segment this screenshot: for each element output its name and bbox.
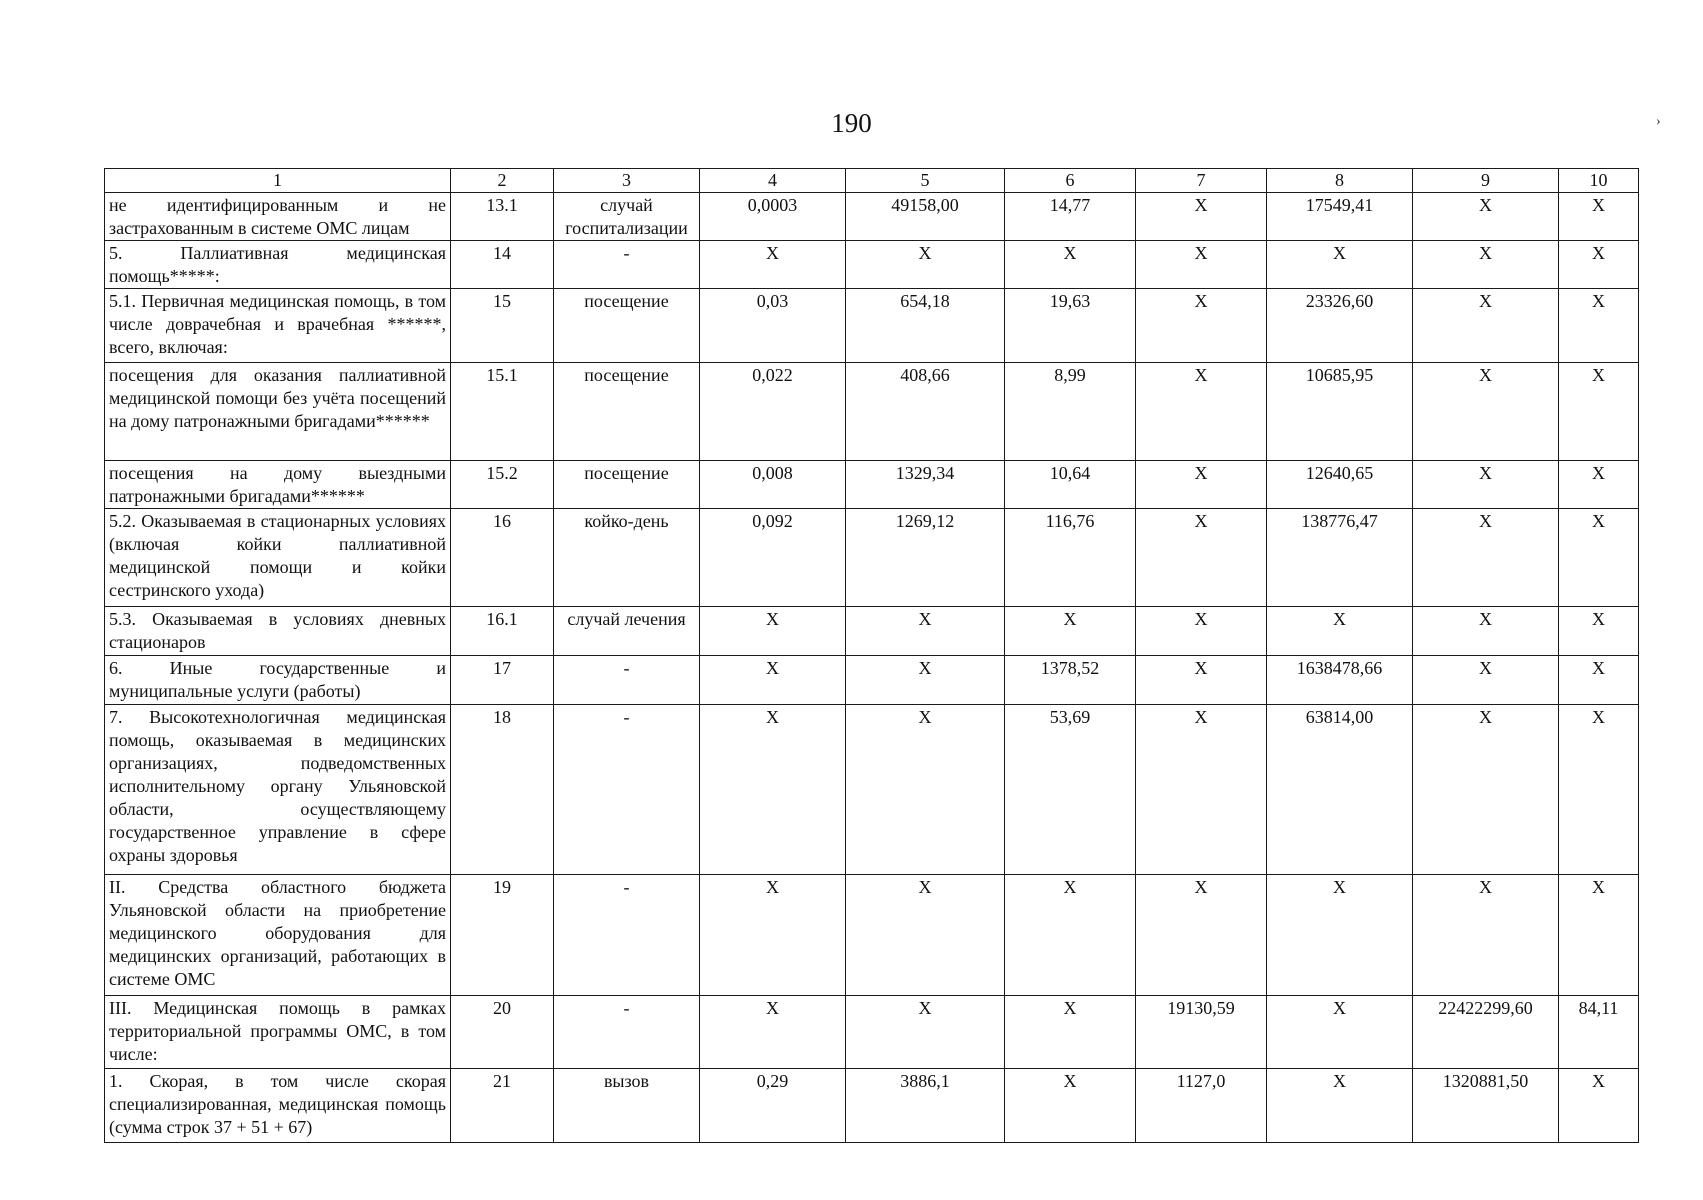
table-cell: X	[1559, 289, 1639, 363]
table-row	[105, 656, 1639, 705]
table-cell: 116,76	[1005, 509, 1136, 607]
table-cell: 17	[451, 656, 554, 705]
table-cell: 19	[451, 875, 554, 996]
table-cell: X	[846, 705, 1005, 875]
table-cell: X	[1136, 705, 1267, 875]
table-cell: 0,0003	[700, 193, 846, 241]
table-cell: 19,63	[1005, 289, 1136, 363]
table-cell: X	[1559, 461, 1639, 509]
table-cell: X	[1136, 656, 1267, 705]
row-label: II. Средства областного бюджета Ульяновской области на приобретение медицинского оборудования для медицинских организаций, работающих в системе ОМС	[105, 875, 451, 996]
row-label: посещения на дому выездными патронажными бригадами******	[105, 461, 451, 509]
column-number: 6	[1005, 169, 1136, 193]
table-cell: X	[1136, 509, 1267, 607]
table-row	[105, 607, 1639, 656]
table-cell: 16.1	[451, 607, 554, 656]
row-label: III. Медицинская помощь в рамках территориальной программы ОМС, в том числе:	[105, 996, 451, 1069]
data-table	[104, 168, 1639, 1143]
table-cell: 49158,00	[846, 193, 1005, 241]
table-cell: X	[1267, 996, 1413, 1069]
table-cell: случай лечения	[554, 607, 700, 656]
table-cell: X	[1005, 996, 1136, 1069]
table-cell: посещение	[554, 461, 700, 509]
table-cell: X	[700, 996, 846, 1069]
row-label: 1. Скорая, в том числе скорая специализированная, медицинская помощь (сумма строк 37 + 51 + 67)	[105, 1069, 451, 1143]
table-cell: X	[1559, 363, 1639, 461]
table-cell: X	[1267, 607, 1413, 656]
table-cell: X	[1005, 1069, 1136, 1143]
table-cell: койко-день	[554, 509, 700, 607]
table-cell: X	[1267, 875, 1413, 996]
row-label: 5. Паллиативная медицинская помощь*****:	[105, 241, 451, 289]
table-cell: 1378,52	[1005, 656, 1136, 705]
column-number: 9	[1413, 169, 1559, 193]
table-cell: X	[846, 241, 1005, 289]
table-cell: X	[1413, 705, 1559, 875]
table-cell: X	[1413, 875, 1559, 996]
column-number: 2	[451, 169, 554, 193]
column-number: 1	[105, 169, 451, 193]
table-cell: X	[1413, 193, 1559, 241]
table-row	[105, 461, 1639, 509]
table-cell: 13.1	[451, 193, 554, 241]
table-body	[105, 169, 1639, 1143]
column-number: 8	[1267, 169, 1413, 193]
table-cell: X	[1559, 705, 1639, 875]
table-cell: 15	[451, 289, 554, 363]
table-cell: X	[846, 875, 1005, 996]
table-cell: X	[1267, 241, 1413, 289]
table-cell: X	[846, 656, 1005, 705]
table-cell: 3886,1	[846, 1069, 1005, 1143]
table-row	[105, 996, 1639, 1069]
table-cell: 53,69	[1005, 705, 1136, 875]
table-cell: X	[1005, 875, 1136, 996]
table-cell: 0,092	[700, 509, 846, 607]
header-row	[105, 169, 1639, 193]
table-cell: X	[1136, 193, 1267, 241]
table-cell: 14	[451, 241, 554, 289]
table-cell: X	[700, 607, 846, 656]
table-cell: вызов	[554, 1069, 700, 1143]
table-cell: 21	[451, 1069, 554, 1143]
table-cell: 1269,12	[846, 509, 1005, 607]
table-row	[105, 875, 1639, 996]
row-label: посещения для оказания паллиативной медицинской помощи без учёта посещений на дому патронажными бригадами******	[105, 363, 451, 461]
table-cell: 23326,60	[1267, 289, 1413, 363]
column-number: 4	[700, 169, 846, 193]
table-cell: 0,022	[700, 363, 846, 461]
table-cell: X	[1559, 509, 1639, 607]
table-cell: X	[846, 607, 1005, 656]
row-label: 5.1. Первичная медицинская помощь, в том числе доврачебная и врачебная ******, всего, включая:	[105, 289, 451, 363]
table-cell: 20	[451, 996, 554, 1069]
table-cell: 14,77	[1005, 193, 1136, 241]
table-cell: X	[700, 656, 846, 705]
table-row	[105, 509, 1639, 607]
table-cell: X	[700, 241, 846, 289]
table-cell: X	[1267, 1069, 1413, 1143]
table-cell: 17549,41	[1267, 193, 1413, 241]
table-cell: X	[1413, 509, 1559, 607]
table-cell: посещение	[554, 289, 700, 363]
table-cell: X	[1413, 656, 1559, 705]
table-cell: 8,99	[1005, 363, 1136, 461]
table-cell: 1127,0	[1136, 1069, 1267, 1143]
table-cell: 19130,59	[1136, 996, 1267, 1069]
table-row	[105, 193, 1639, 241]
table-cell: X	[1005, 607, 1136, 656]
table-cell: X	[700, 875, 846, 996]
table-cell: X	[1136, 363, 1267, 461]
table-cell: X	[1559, 1069, 1639, 1143]
table-cell: -	[554, 656, 700, 705]
table-cell: 84,11	[1559, 996, 1639, 1069]
table-cell: -	[554, 875, 700, 996]
row-label: 5.3. Оказываемая в условиях дневных стационаров	[105, 607, 451, 656]
table-cell: X	[1413, 241, 1559, 289]
table-cell: посещение	[554, 363, 700, 461]
table-cell: -	[554, 996, 700, 1069]
row-label: 5.2. Оказываемая в стационарных условиях (включая койки паллиативной медицинской помощи и койки сестринского ухода)	[105, 509, 451, 607]
row-label: 6. Иные государственные и муниципальные услуги (работы)	[105, 656, 451, 705]
table-cell: X	[1413, 363, 1559, 461]
table-row	[105, 289, 1639, 363]
table-row	[105, 705, 1639, 875]
table-cell: X	[1559, 607, 1639, 656]
table-cell: 1638478,66	[1267, 656, 1413, 705]
table-cell: X	[1559, 241, 1639, 289]
column-number: 10	[1559, 169, 1639, 193]
table-row	[105, 1069, 1639, 1143]
table-cell: 654,18	[846, 289, 1005, 363]
table-cell: -	[554, 241, 700, 289]
table-cell: 12640,65	[1267, 461, 1413, 509]
table-cell: X	[1559, 193, 1639, 241]
table-cell: 1329,34	[846, 461, 1005, 509]
margin-mark: ›	[1656, 114, 1661, 129]
table-cell: X	[1559, 875, 1639, 996]
column-number: 5	[846, 169, 1005, 193]
table-cell: X	[1413, 461, 1559, 509]
table-cell: X	[1413, 607, 1559, 656]
table-cell: 16	[451, 509, 554, 607]
table-cell: X	[1136, 607, 1267, 656]
table-cell: 0,29	[700, 1069, 846, 1143]
table-cell: X	[846, 996, 1005, 1069]
row-label: не идентифицированным и не застрахованным в системе ОМС лицам	[105, 193, 451, 241]
table-cell: X	[700, 705, 846, 875]
table-cell: X	[1559, 656, 1639, 705]
column-number: 3	[554, 169, 700, 193]
table-cell: 0,008	[700, 461, 846, 509]
column-number: 7	[1136, 169, 1267, 193]
table-cell: 10,64	[1005, 461, 1136, 509]
row-label: 7. Высокотехнологичная медицинская помощь, оказываемая в медицинских организациях, подведомственных исполнительному органу Ульяновской области, осуществляющему государственное управление в сфере охраны здоровья	[105, 705, 451, 875]
table-cell: 63814,00	[1267, 705, 1413, 875]
table-cell: X	[1136, 289, 1267, 363]
table-cell: 15.1	[451, 363, 554, 461]
table-cell: 408,66	[846, 363, 1005, 461]
table-cell: X	[1136, 461, 1267, 509]
table-cell: 0,03	[700, 289, 846, 363]
table-cell: 10685,95	[1267, 363, 1413, 461]
table-cell: случай госпитализации	[554, 193, 700, 241]
table-cell: 1320881,50	[1413, 1069, 1559, 1143]
table-cell: X	[1413, 289, 1559, 363]
table-row	[105, 363, 1639, 461]
table-cell: X	[1136, 241, 1267, 289]
page-number: 190	[831, 108, 872, 138]
table-cell: 22422299,60	[1413, 996, 1559, 1069]
table-cell: -	[554, 705, 700, 875]
table-cell: 138776,47	[1267, 509, 1413, 607]
table-row	[105, 241, 1639, 289]
table-cell: 15.2	[451, 461, 554, 509]
table-cell: X	[1136, 875, 1267, 996]
table-cell: 18	[451, 705, 554, 875]
table-cell: X	[1005, 241, 1136, 289]
